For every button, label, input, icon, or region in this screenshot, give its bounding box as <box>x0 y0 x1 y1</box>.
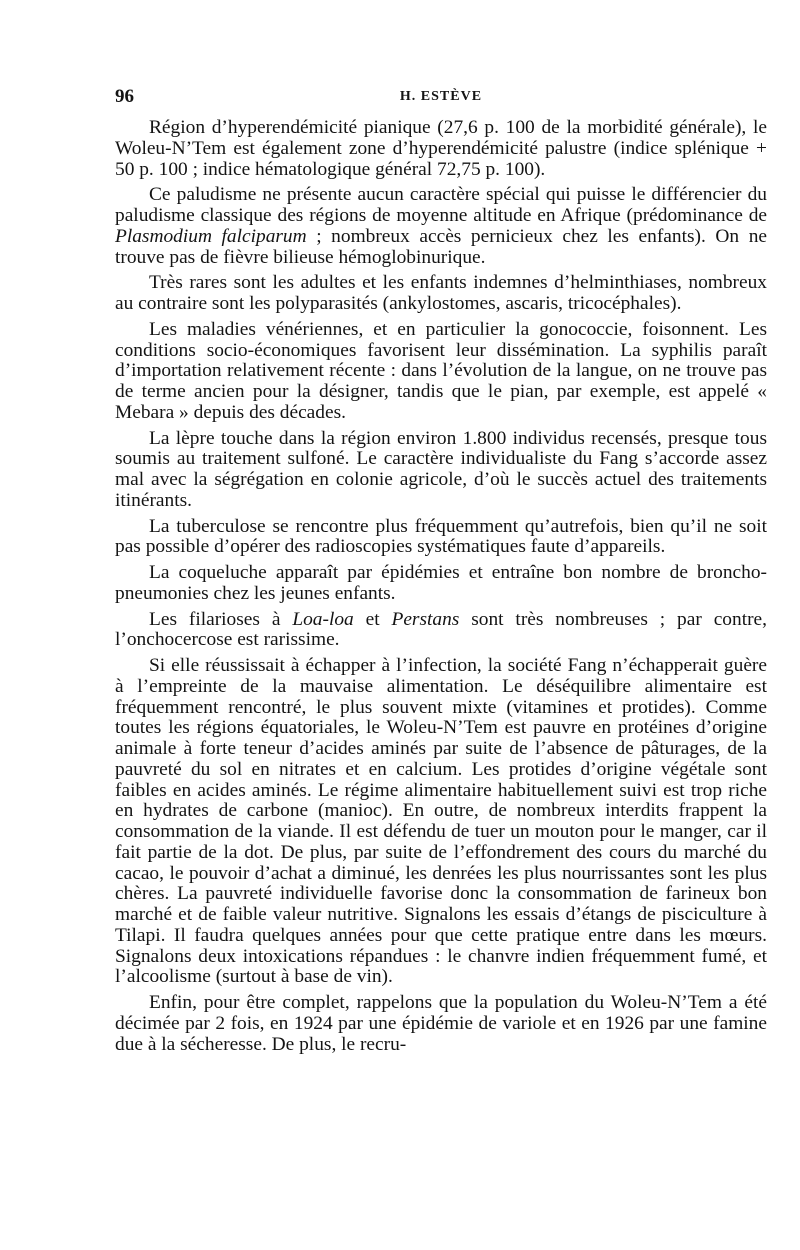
paragraph-helminthiases: Très rares sont les adultes et les enfants indemnes d’helminthiases, nombreux au contraire sont les polyparasités (ankylostomes, ascaris, tricocéphales). <box>115 272 767 314</box>
body-text <box>115 118 767 1060</box>
species-plasmodium: Plasmodium falciparum <box>115 225 307 247</box>
paragraph-pian-palustre: Région d’hyperendémicité pianique (27,6 p. 100 de la morbidité générale), le Woleu-N’Tem est également zone d’hyperendémicité palustre (indice splénique + 50 p. 100 ; indice hématologique général 72,75 p. 100). <box>115 117 767 180</box>
paragraph-filarioses-text-c: sont très nombreuses ; par contre, l’onchocercose est rarissime. <box>115 608 767 651</box>
paragraph-filarioses <box>115 610 767 652</box>
book-page <box>115 0 767 1250</box>
paragraph-alimentation: Si elle réussissait à échapper à l’infection, la société Fang n’échapperait guère à l’empreinte de la mauvaise alimentation. Le déséquilibre alimentaire est fréquemment rencontré, le plus souvent mixte (vitamines et protides). Comme toutes les régions équatoriales, le Woleu-N’Tem est pauvre en protéines d’origine animale à forte teneur d’acides aminés par suite de l’absence de pâturages, de la pauvreté du sol en nitrates et en calcium. Les protides d’origine végétale sont faibles en acides aminés. Le régime alimentaire habituellement suivi est trop riche en hydrates de carbone (manioc). En outre, de nombreux interdits frappent la consommation de la viande. Il est défendu de tuer un mouton pour le manger, car il fait partie de la dot. De plus, par suite de l’effondrement des cours du marché du cacao, le pouvoir d’achat a diminué, les denrées les plus nourrissantes sont les plus chères. La pauvreté individuelle favorise donc la consommation de farineux bon marché et de faible valeur nutritive. Signalons les essais d’étangs de pisciculture à Tilapi. Il faudra quelques années pour que cette pratique entre dans les mœurs. Signalons deux intoxications répandues : le chanvre indien fréquemment fumé, et l’alcoolisme (surtout à base de vin). <box>115 655 767 988</box>
paragraph-coqueluche: La coqueluche apparaît par épidémies et entraîne bon nombre de broncho-pneumonies chez les jeunes enfants. <box>115 562 767 604</box>
paragraph-lepre: La lèpre touche dans la région environ 1.800 individus recensés, presque tous soumis au traitement sulfoné. Le caractère individualiste du Fang s’accorde assez mal avec la ségrégation en colonie agricole, d’où le succès actuel des traitements itinérants. <box>115 427 767 511</box>
paragraph-filarioses-text-b: et <box>353 608 392 630</box>
running-head-author: H. ESTÈVE <box>399 89 483 104</box>
paragraph-paludisme-text-a: Ce paludisme ne présente aucun caractère spécial qui puisse le différencier du paludisme classique des régions de moyenne altitude en Afrique (prédominance de <box>115 184 767 226</box>
paragraph-filarioses-text-a: Les filarioses à <box>149 608 293 630</box>
paragraph-population: Enfin, pour être complet, rappelons que la population du Woleu-N’Tem a été décimée par 2 fois, en 1924 par une épidémie de variole et en 1926 par une famine due à la sécheresse. De plus, le recru- <box>115 992 767 1055</box>
paragraph-paludisme <box>115 185 767 268</box>
species-perstans: Perstans <box>391 608 460 630</box>
page-number: 96 <box>115 86 134 107</box>
paragraph-maladies-veneriennes: Les maladies vénériennes, et en particulier la gonococcie, foisonnent. Les conditions socio-économiques favorisent leur dissémination. La syphilis paraît d’importation relativement récente : dans l’évolution de la langue, on ne trouve pas de terme ancien pour la désigner, tandis que le pian, par exemple, est appelé « Mebara » depuis des décades. <box>115 318 767 423</box>
page-header <box>115 86 767 110</box>
species-loa-loa: Loa-loa <box>292 608 354 630</box>
paragraph-tuberculose: La tuberculose se rencontre plus fréquemment qu’autrefois, bien qu’il ne soit pas possible d’opérer des radioscopies systématiques faute d’appareils. <box>115 515 767 558</box>
paragraph-paludisme-text-b: ; nombreux accès pernicieux chez les enfants). On ne trouve pas de fièvre bilieuse hémoglobinurique. <box>115 225 767 268</box>
